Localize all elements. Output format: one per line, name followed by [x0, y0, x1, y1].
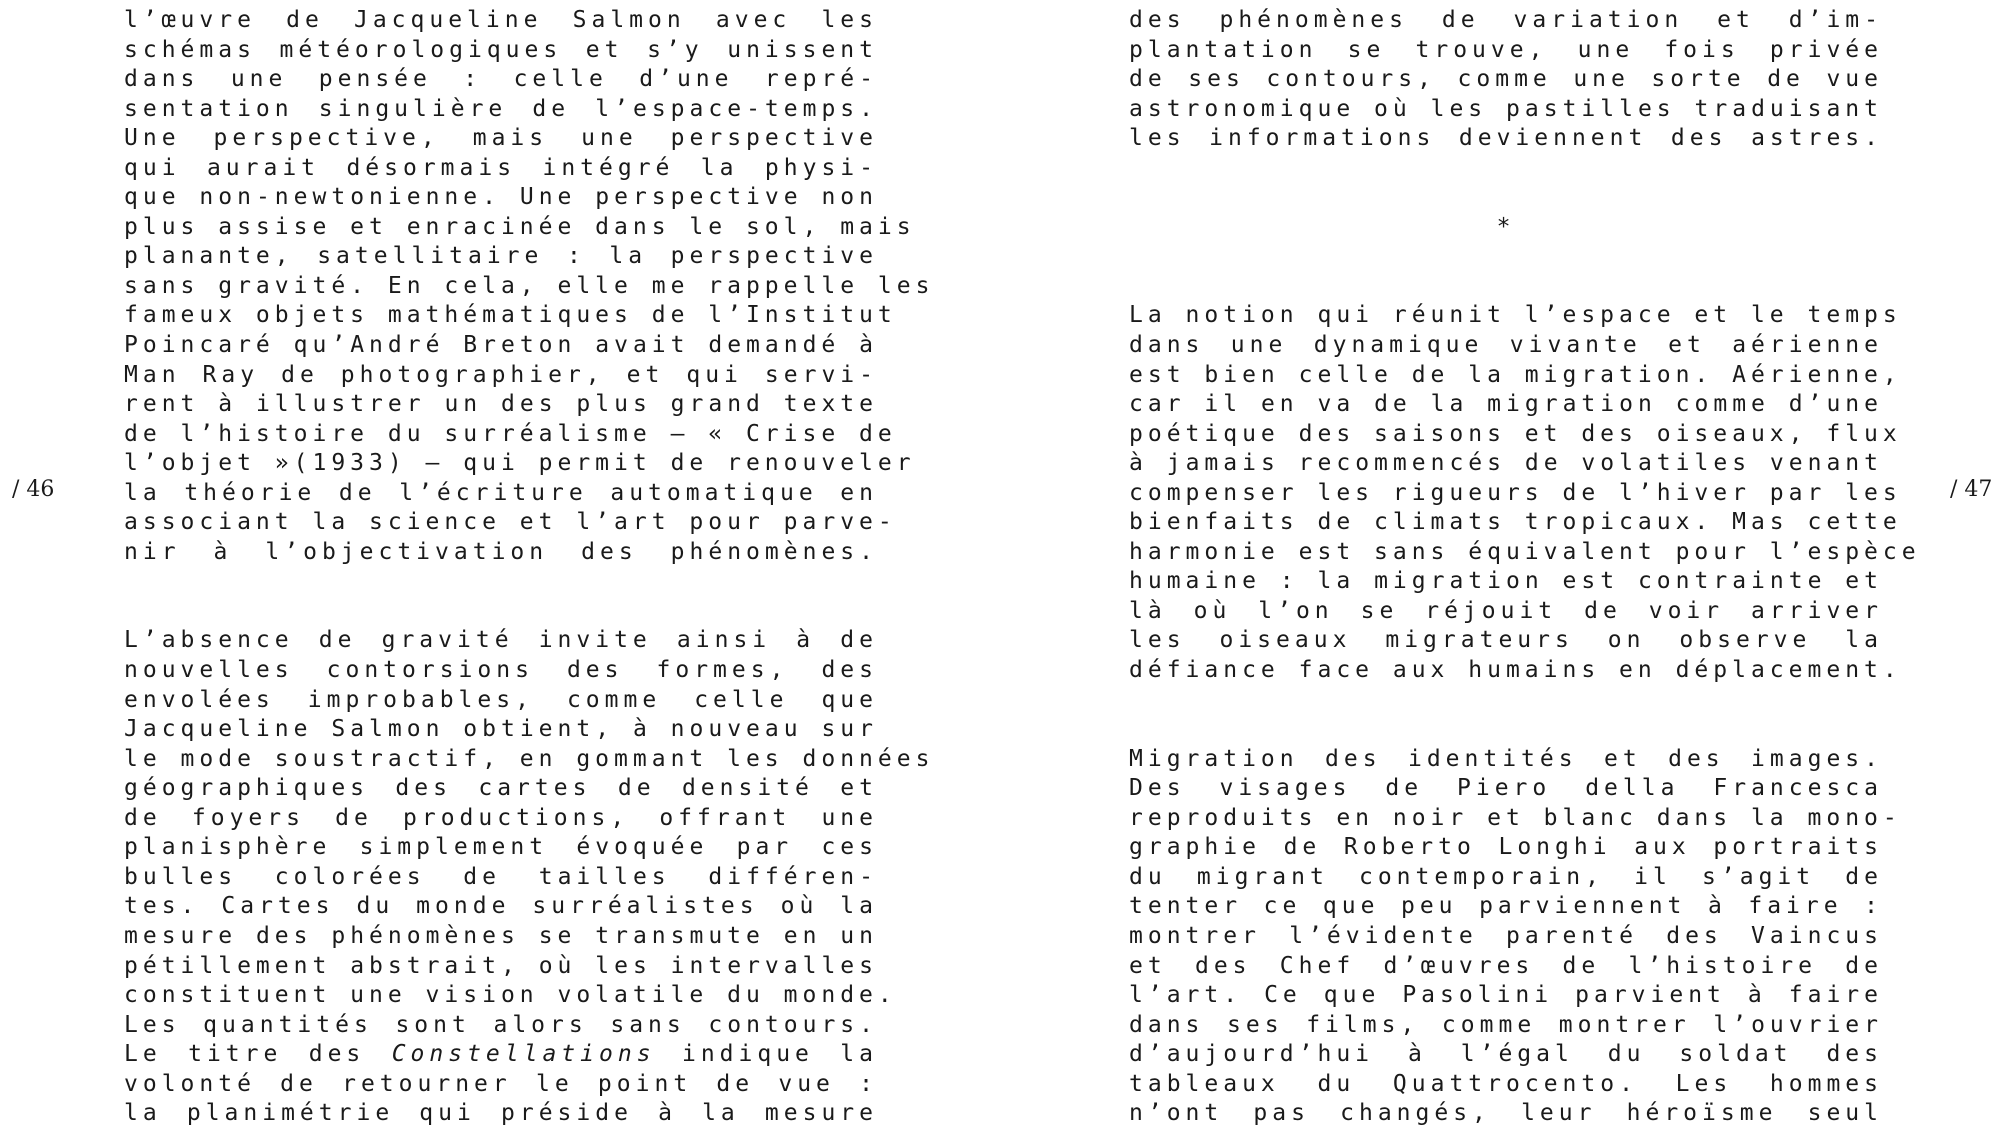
page-number-left: / 46: [12, 477, 55, 502]
text-line: humaine : la migration est contrainte et: [1129, 568, 1883, 595]
text-line: mesure des phénomènes se transmute en un: [124, 922, 878, 949]
paragraph: [1129, 6, 1883, 154]
text-line: planante, satellitaire : la perspective: [124, 243, 878, 270]
text-line: que non-newtonienne. Une perspective non: [124, 184, 878, 211]
text-line: dans ses films, comme montrer l’ouvrier: [1129, 1011, 1883, 1038]
text-line: qui aurait désormais intégré la physi-: [124, 154, 878, 181]
text-line: les informations deviennent des astres.: [1129, 125, 1883, 152]
text-line: L’absence de gravité invite ainsi à de: [124, 627, 878, 654]
paragraph: [124, 6, 935, 567]
text-line: la planimétrie qui préside à la mesure: [124, 1100, 878, 1127]
text-line: graphie de Roberto Longhi aux portraits: [1129, 834, 1883, 861]
text-line: l’œuvre de Jacqueline Salmon avec les: [124, 7, 878, 33]
text-line: là où l’on se réjouit de voir arriver: [1129, 597, 1883, 624]
work-title: Constellations: [391, 1041, 656, 1068]
paragraph-spacer: [1129, 272, 1883, 302]
text-line: fameux objets mathématiques de l’Institut: [124, 302, 897, 329]
text-line: géographiques des cartes de densité et: [124, 775, 878, 802]
text-line: la théorie de l’écriture automatique en: [124, 479, 878, 506]
text-line: de l’histoire du surréalisme – « Crise de: [124, 420, 897, 447]
paragraph-spacer: [124, 597, 878, 627]
text-line: du migrant contemporain, il s’agit de: [1129, 863, 1883, 890]
text-line: n’ont pas changés, leur héroïsme seul: [1129, 1100, 1883, 1127]
text-line: l’art. Ce que Pasolini parvient à faire: [1129, 982, 1883, 1009]
text-line: de ses contours, comme une sorte de vue: [1129, 66, 1883, 93]
text-line: défiance face aux humains en déplacement.: [1129, 657, 1902, 684]
text-line: sentation singulière de l’espace-temps.: [124, 95, 878, 122]
text-line: Le titre des Constellations indique la: [124, 1041, 878, 1068]
text-line: La notion qui réunit l’espace et le temps: [1129, 302, 1902, 329]
text-line: tenter ce que peu parviennent à faire :: [1129, 893, 1883, 920]
text-line: des phénomènes de variation et d’im-: [1129, 7, 1883, 33]
text-line: car il en va de la migration comme d’une: [1129, 391, 1883, 418]
text-line: et des Chef d’œuvres de l’histoire de: [1129, 952, 1883, 979]
text-line: l’objet »(1933) – qui permit de renouveler: [124, 450, 916, 477]
paragraph: [1129, 301, 1921, 685]
section-separator: *: [1496, 213, 1516, 240]
paragraph-spacer: [1129, 715, 1883, 745]
text-line: volonté de retourner le point de vue :: [124, 1070, 878, 1097]
text-line: d’aujourd’hui à l’égal du soldat des: [1129, 1041, 1883, 1068]
text-line: les oiseaux migrateurs on observe la: [1129, 627, 1883, 654]
paragraph-spacer: [124, 567, 878, 597]
text-line: pétillement abstrait, où les intervalles: [124, 952, 878, 979]
text-line: est bien celle de la migration. Aérienne,: [1129, 361, 1902, 388]
text-line: nouvelles contorsions des formes, des: [124, 657, 878, 684]
text-line: plus assise et enracinée dans le sol, mais: [124, 213, 916, 240]
text-line: schémas météorologiques et s’y unissent: [124, 36, 878, 63]
text-line: de foyers de productions, offrant une: [124, 804, 878, 831]
text-line: Une perspective, mais une perspective: [124, 125, 878, 152]
paragraph: [1129, 745, 1902, 1129]
text-line: envolées improbables, comme celle que: [124, 686, 878, 713]
text-line: à jamais recommencés de volatiles venant: [1129, 450, 1883, 477]
page-number-right: / 47: [1950, 477, 1993, 502]
paragraph: [124, 626, 935, 1040]
text-line: poétique des saisons et des oiseaux, flux: [1129, 420, 1902, 447]
text-line: Migration des identités et des images.: [1129, 745, 1883, 772]
text-line: Jacqueline Salmon obtient, à nouveau sur: [124, 716, 878, 743]
text-line: tes. Cartes du monde surréalistes où la: [124, 893, 878, 920]
text-line: compenser les rigueurs de l’hiver par les: [1129, 479, 1902, 506]
paragraph-spacer: [1129, 686, 1883, 716]
text-line: astronomique où les pastilles traduisant: [1129, 95, 1883, 122]
paragraph-spacer: [1129, 183, 1883, 213]
text-line: montrer l’évidente parenté des Vaincus: [1129, 922, 1883, 949]
right-column: [1129, 6, 1921, 1129]
text-line: Man Ray de photographier, et qui servi-: [124, 361, 878, 388]
text-line: reproduits en noir et blanc dans la mono-: [1129, 804, 1902, 831]
text-line: harmonie est sans équivalent pour l’espèce: [1129, 538, 1921, 565]
text-line: associant la science et l’art pour parve-: [124, 509, 897, 536]
text-line: bulles colorées de tailles différen-: [124, 863, 878, 890]
text-line: dans une pensée : celle d’une repré-: [124, 66, 878, 93]
text-line: Les quantités sont alors sans contours.: [124, 1011, 878, 1038]
text-line: le mode soustractif, en gommant les données: [124, 745, 935, 772]
paragraph-spacer: [1129, 154, 1883, 184]
text-line: Des visages de Piero della Francesca: [1129, 775, 1883, 802]
text-line: tableaux du Quattrocento. Les hommes: [1129, 1070, 1883, 1097]
text-line: rent à illustrer un des plus grand texte: [124, 391, 878, 418]
text-line: sans gravité. En cela, elle me rappelle les: [124, 272, 935, 299]
paragraph-spacer: [1129, 242, 1883, 272]
left-column: [124, 6, 935, 1129]
text-line: constituent une vision volatile du monde.: [124, 982, 897, 1009]
paragraph-continuation: [124, 1070, 878, 1129]
text-line: plantation se trouve, une fois privée: [1129, 36, 1883, 63]
text-line: bienfaits de climats tropicaux. Mas cette: [1129, 509, 1902, 536]
text-line: dans une dynamique vivante et aérienne: [1129, 332, 1883, 359]
text-line: nir à l’objectivation des phénomènes.: [124, 538, 878, 565]
text-line: planisphère simplement évoquée par ces: [124, 834, 878, 861]
text-line: Poincaré qu’André Breton avait demandé à: [124, 332, 878, 359]
